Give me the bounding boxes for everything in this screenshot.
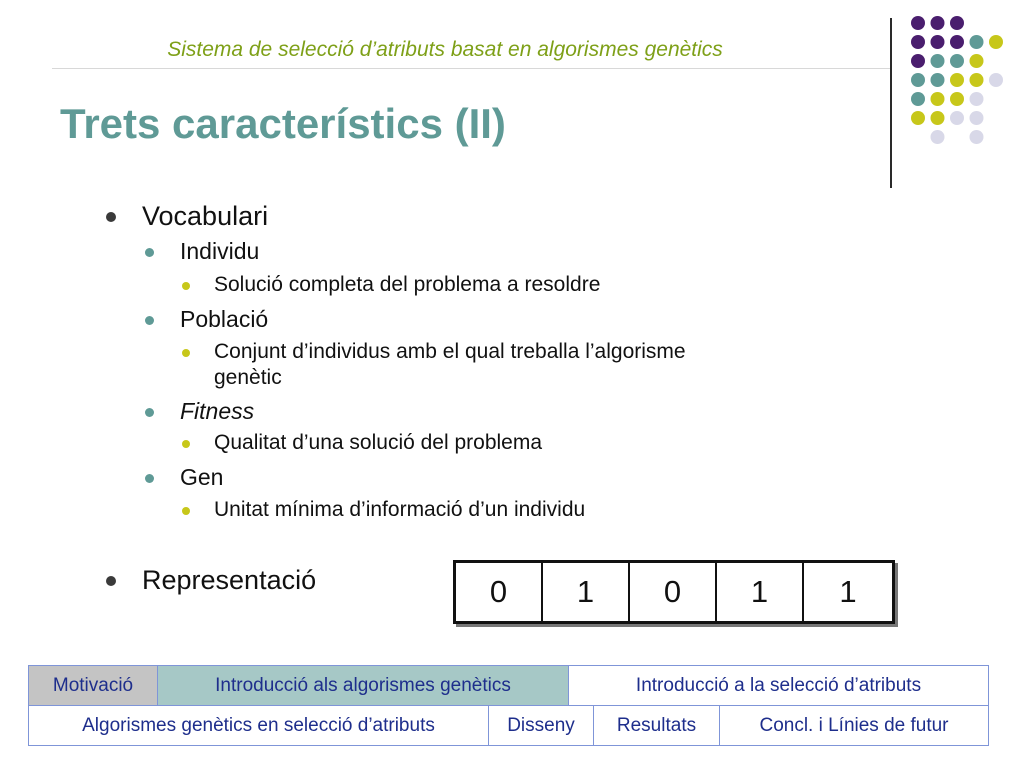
gene-cell: 1 (543, 563, 630, 621)
bullet-fitness-def: Qualitat d’una solució del problema (214, 432, 542, 454)
decorative-dot (931, 111, 945, 125)
bullet-representacio: Representació (142, 566, 316, 594)
bullet-dot (182, 282, 190, 290)
bullet-gen: Gen (180, 465, 223, 489)
decorative-dot (970, 92, 984, 106)
bullet-dot (106, 212, 116, 222)
bullet-dot (145, 316, 154, 325)
bullet-individu: Individu (180, 239, 259, 263)
gene-cell: 1 (839, 574, 857, 609)
decorative-dot (911, 73, 925, 87)
decorative-dot (950, 16, 964, 30)
slide-title: Trets característics (II) (60, 100, 506, 147)
slide-subtitle: Sistema de selecció d’atributs basat en algorismes genètics (167, 38, 723, 61)
decorative-dot (911, 35, 925, 49)
gene-cell: 0 (630, 563, 717, 621)
nav-motivacio[interactable]: Motivació (28, 665, 158, 706)
decorative-dot (931, 54, 945, 68)
nav-introduccio-seleccio[interactable]: Introducció a la selecció d’atributs (568, 665, 989, 706)
decorative-dot (989, 35, 1003, 49)
bullet-gen-def: Unitat mínima d’informació d’un individu (214, 499, 585, 521)
bullet-poblacio: Població (180, 307, 268, 331)
decorative-dot (931, 92, 945, 106)
bullet-dot (145, 248, 154, 257)
gene-cell: 0 (456, 563, 543, 621)
decorative-dot (950, 111, 964, 125)
bullet-poblacio-def: Conjunt d’individus amb el qual treballa l’algorisme (214, 341, 686, 363)
bullet-dot (182, 507, 190, 515)
decorative-dot (911, 92, 925, 106)
nav-conclusions[interactable]: Concl. i Línies de futur (719, 705, 989, 746)
bullet-vocabulari: Vocabulari (142, 202, 268, 230)
bullet-dot (106, 576, 116, 586)
bullet-poblacio-def-cont: genètic (214, 366, 282, 389)
gene-cell: 1 (717, 563, 804, 621)
decorative-dot (950, 35, 964, 49)
decorative-dot (911, 16, 925, 30)
bullet-fitness: Fitness (180, 399, 254, 423)
decorative-dot (931, 35, 945, 49)
decorative-dot (911, 111, 925, 125)
bullet-individu-def: Solució completa del problema a resoldre (214, 274, 600, 296)
nav-disseny[interactable]: Disseny (488, 705, 594, 746)
nav-introduccio-algorismes[interactable]: Introducció als algorismes genètics (157, 665, 569, 706)
bullet-dot (145, 408, 154, 417)
nav-resultats[interactable]: Resultats (593, 705, 720, 746)
chromosome-representation (453, 560, 895, 624)
decorative-dot (950, 92, 964, 106)
decorative-dot (989, 73, 1003, 87)
decorative-dot (950, 54, 964, 68)
decorative-dot (911, 54, 925, 68)
bullet-dot (182, 349, 190, 357)
bullet-dot (182, 440, 190, 448)
decorative-dot (950, 73, 964, 87)
decorative-dot (931, 73, 945, 87)
decorative-dot (931, 130, 945, 144)
bullet-dot (145, 474, 154, 483)
decorative-dot (931, 16, 945, 30)
decorative-dot (970, 130, 984, 144)
decorative-dot (970, 54, 984, 68)
nav-algorismes-seleccio[interactable]: Algorismes genètics en selecció d’atributs (28, 705, 489, 746)
decorative-dot (970, 73, 984, 87)
decorative-dot (970, 35, 984, 49)
decorative-dot (970, 111, 984, 125)
